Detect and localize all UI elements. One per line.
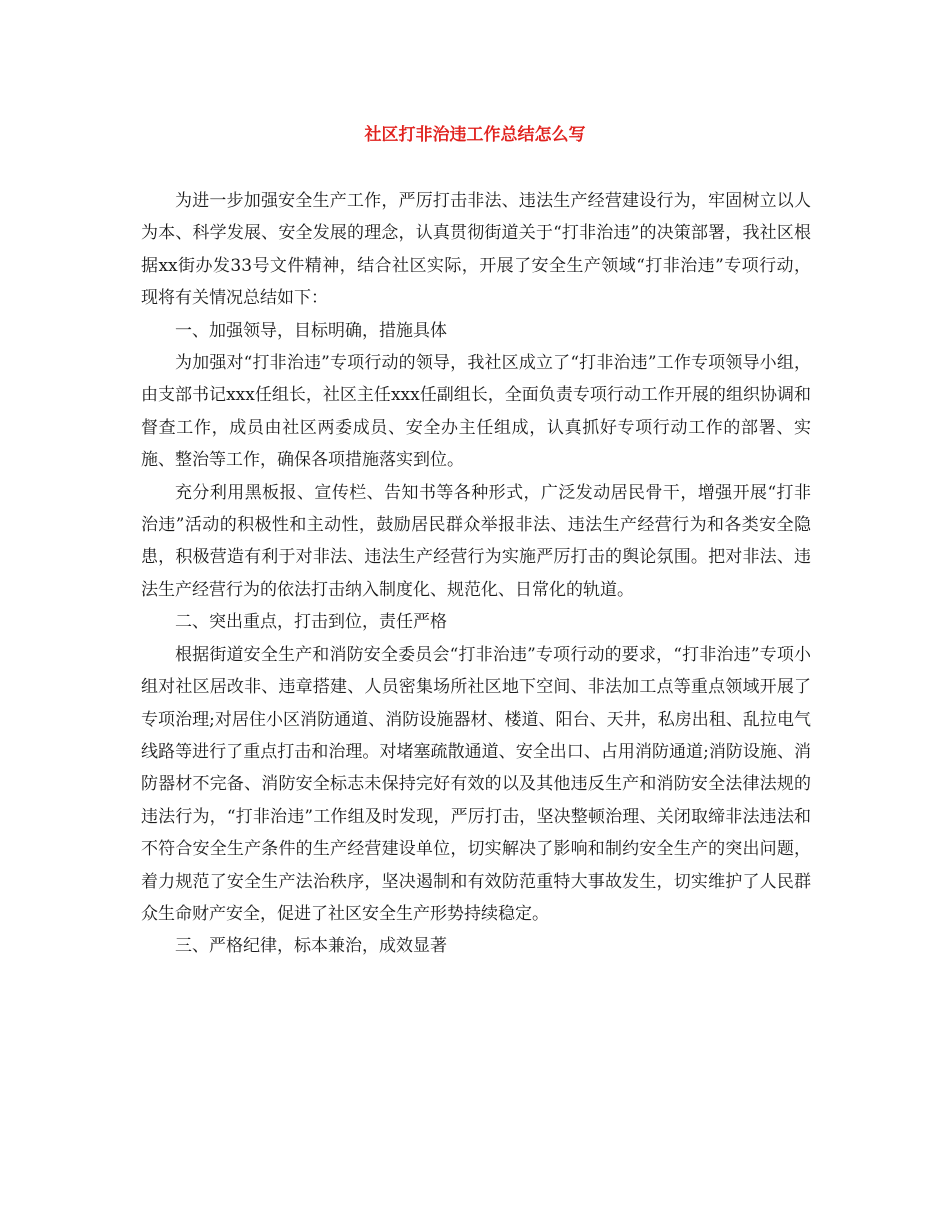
- section-heading-2: 二、突出重点，打击到位，责任严格: [175, 612, 447, 633]
- document-title: 社区打非治违工作总结怎么写: [364, 125, 586, 145]
- section-heading-3: 三、严格纪律，标本兼治，成效显著: [175, 936, 447, 957]
- section-heading-1: 一、加强领导，目标明确，措施具体: [175, 320, 447, 341]
- document-body: [141, 185, 811, 963]
- section-2-paragraph-1: 根据街道安全生产和消防安全委员会“打非治违”专项行动的要求，“打非治违”专项小组对社区居改非、违章搭建、人员密集场所社区地下空间、非法加工点等重点领域开展了专项治理;对居住小区消防通道、消防设施器材、楼道、阳台、天井，私房出租、乱拉电气线路等进行了重点打击和治理。对堵塞疏散通道、安全出口、占用消防通道;消防设施、消防器材不完备、消防安全标志未保持完好有效的以及其他违反生产和消防安全法律法规的违法行为，“打非治违”工作组及时发现，严厉打击，坚决整顿治理、关闭取缔非法违法和不符合安全生产条件的生产经营建设单位，切实解决了影响和制约安全生产的突出问题，着力规范了安全生产法治秩序，坚决遏制和有效防范重特大事故发生，切实维护了人民群众生命财产安全，促进了社区安全生产形势持续稳定。: [141, 644, 811, 924]
- intro-paragraph: 为进一步加强安全生产工作，严厉打击非法、违法生产经营建设行为，牢固树立以人为本、科学发展、安全发展的理念，认真贯彻街道关于“打非治违”的决策部署，我社区根据xx街办发33号文件精神，结合社区实际，开展了安全生产领域“打非治违”专项行动，现将有关情况总结如下：: [141, 191, 811, 309]
- section-1-paragraph-1: 为加强对“打非治违”专项行动的领导，我社区成立了“打非治违”工作专项领导小组，由支部书记xxx任组长，社区主任xxx任副组长，全面负责专项行动工作开展的组织协调和督查工作，成员由社区两委成员、安全办主任组成，认真抓好专项行动工作的部署、实施、整治等工作，确保各项措施落实到位。: [141, 353, 811, 471]
- section-1-paragraph-2: 充分利用黑板报、宣传栏、告知书等各种形式，广泛发动居民骨干，增强开展“打非治违”活动的积极性和主动性，鼓励居民群众举报非法、违法生产经营行为和各类安全隐患，积极营造有利于对非法、违法生产经营行为实施严厉打击的舆论氛围。把对非法、违法生产经营行为的依法打击纳入制度化、规范化、日常化的轨道。: [141, 482, 811, 600]
